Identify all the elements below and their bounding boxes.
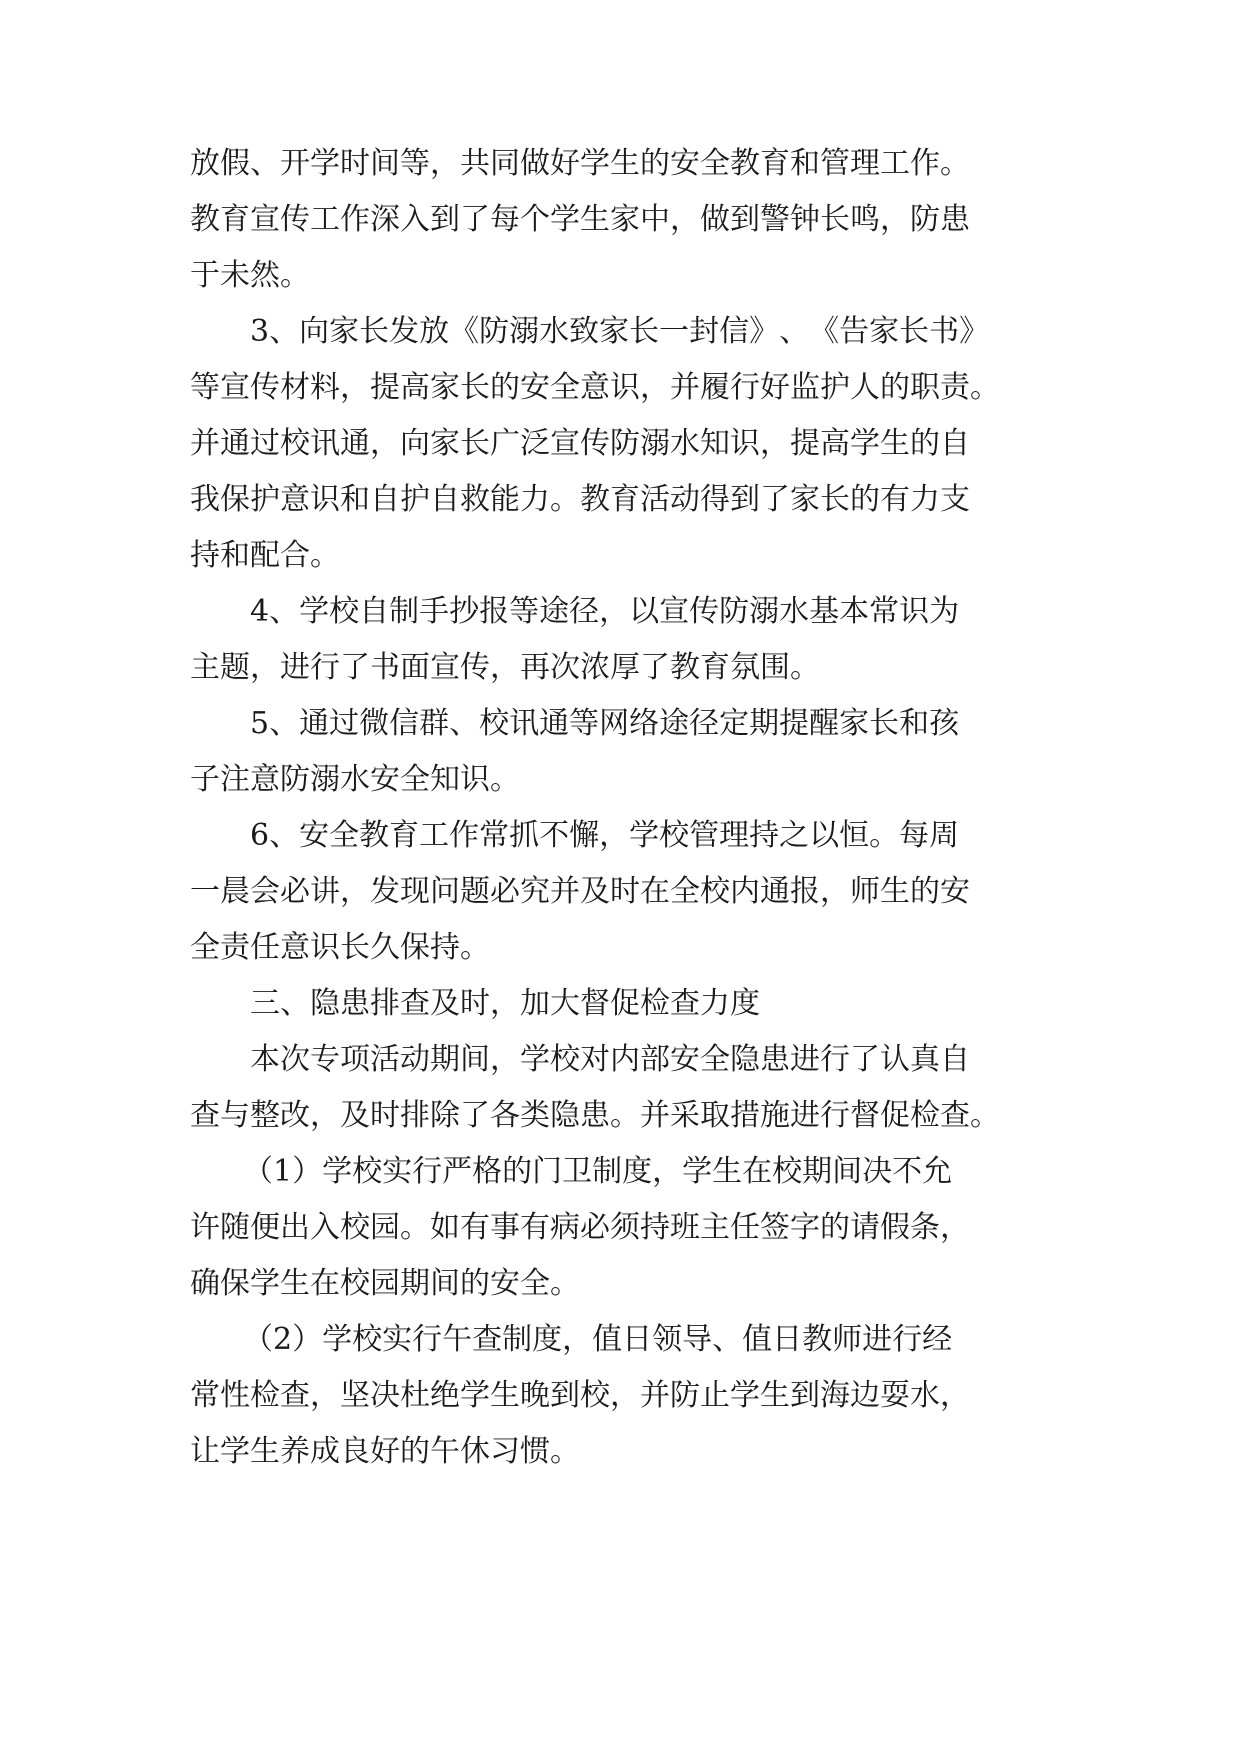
text-line: 让学生养成良好的午休习惯。 — [190, 1434, 580, 1469]
text-line: 放 假 、 开 学 时 间 等 ， 共 同 做 好 学 生 的 安 全 教 育 和 管 理 工 作 。 — [190, 146, 970, 181]
text-line: 3 、 向 家 长 发 放 《 防 溺 水 致 家 长 一 封 信 》 、 《 告 家 长 书 》 — [250, 314, 990, 349]
text-line: 等 宣 传 材 料 ， 提 高 家 长 的 安 全 意 识 ， 并 履 行 好 监 护 人 的 职 责 。 — [190, 370, 1000, 405]
text-line: 我 保 护 意 识 和 自 护 自 救 能 力 。 教 育 活 动 得 到 了 家 长 的 有 力 支 — [190, 482, 970, 517]
text-line: （ 2 ） 学 校 实 行 午 查 制 度 ， 值 日 领 导 、 值 日 教 师 进 行 经 — [243, 1322, 953, 1357]
text-line: 4 、 学 校 自 制 手 抄 报 等 途 径 ， 以 宣 传 防 溺 水 基 本 常 识 为 — [250, 594, 960, 629]
text-line: 主题，进行了书面宣传，再次浓厚了教育氛围。 — [190, 650, 820, 685]
text-line: 持和配合。 — [190, 538, 340, 573]
text-line: 常 性 检 查 ， 坚 决 杜 绝 学 生 晚 到 校 ， 并 防 止 学 生 到 海 边 耍 水 ， — [190, 1378, 970, 1413]
text-line: （ 1 ） 学 校 实 行 严 格 的 门 卫 制 度 ， 学 生 在 校 期 间 决 不 允 — [243, 1154, 953, 1189]
text-line: 5 、 通 过 微 信 群 、 校 讯 通 等 网 络 途 径 定 期 提 醒 家 长 和 孩 — [250, 706, 960, 741]
text-line: 许 随 便 出 入 校 园 。 如 有 事 有 病 必 须 持 班 主 任 签 字 的 请 假 条 ， — [190, 1210, 970, 1245]
text-line: 全责任意识长久保持。 — [190, 930, 490, 965]
text-line: 并 通 过 校 讯 通 ， 向 家 长 广 泛 宣 传 防 溺 水 知 识 ， 提 高 学 生 的 自 — [190, 426, 970, 461]
text-line: 于未然。 — [190, 258, 310, 293]
text-line: 子注意防溺水安全知识。 — [190, 762, 520, 797]
text-line: 本 次 专 项 活 动 期 间 ， 学 校 对 内 部 安 全 隐 患 进 行 了 认 真 自 — [250, 1042, 970, 1077]
text-line: 确保学生在校园期间的安全。 — [190, 1266, 580, 1301]
text-line: 教 育 宣 传 工 作 深 入 到 了 每 个 学 生 家 中 ， 做 到 警 钟 长 鸣 ， 防 患 — [190, 202, 970, 237]
text-line: 查 与 整 改 ， 及 时 排 除 了 各 类 隐 患 。 并 采 取 措 施 进 行 督 促 检 查 。 — [190, 1098, 1000, 1133]
text-line: 6 、 安 全 教 育 工 作 常 抓 不 懈 ， 学 校 管 理 持 之 以 恒 。 每 周 — [250, 818, 960, 853]
text-line: 一 晨 会 必 讲 ， 发 现 问 题 必 究 并 及 时 在 全 校 内 通 报 ， 师 生 的 安 — [190, 874, 970, 909]
section-heading: 三、隐患排查及时，加大督促检查力度 — [250, 986, 760, 1021]
